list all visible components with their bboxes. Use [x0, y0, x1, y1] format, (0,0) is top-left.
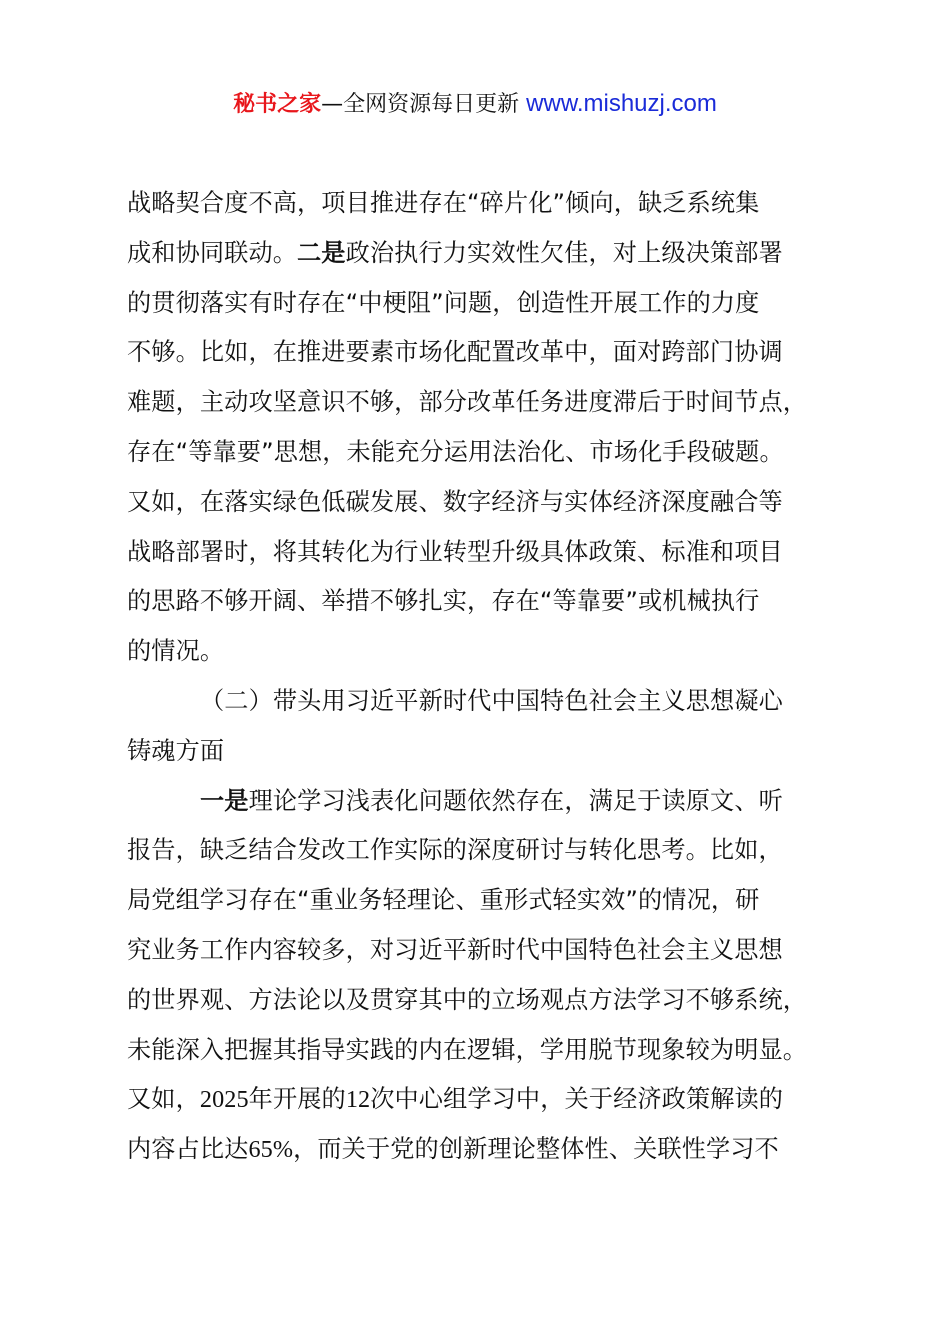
text-line: 战略契合度不高，项目推进存在“碎片化”倾向，缺乏系统集	[127, 189, 760, 217]
text-line: 究业务工作内容较多，对习近平新时代中国特色社会主义思想	[127, 935, 783, 964]
text-line: 又如，2025年开展的12次中心组学习中，关于经济政策解读的	[127, 1085, 784, 1114]
text-line: 的情况。	[127, 637, 225, 666]
site-url-link[interactable]: www.mishuzj.com	[526, 90, 717, 117]
text-line: 的贯彻落实有时存在“中梗阻”问题，创造性开展工作的力度	[127, 288, 760, 317]
text-line: 的思路不够开阔、举措不够扎实，存在“等靠要”或机械执行	[127, 587, 760, 616]
section-heading-cont: 铸魂方面	[127, 736, 225, 765]
brand-name: 秘书之家	[233, 92, 322, 117]
site-header	[0, 88, 950, 121]
document-body	[127, 179, 867, 1175]
bold-marker: 一是	[200, 786, 249, 815]
bold-marker: 二是	[297, 238, 346, 267]
text-line: 存在“等靠要”思想，未能充分运用法治化、市场化手段破题。	[127, 437, 784, 466]
text-line: 不够。比如，在推进要素市场化配置改革中，面对跨部门协调	[127, 338, 783, 367]
text-line: 的世界观、方法论以及贯穿其中的立场观点方法学习不够系统，	[127, 985, 808, 1014]
section-heading: （二）带头用习近平新时代中国特色社会主义思想凝心	[200, 686, 783, 715]
text-line: 内容占比达65%，而关于党的创新理论整体性、关联性学习不	[127, 1135, 779, 1164]
text-line: 难题，主动攻坚意识不够，部分改革任务进度滞后于时间节点，	[127, 388, 808, 417]
text-line: 局党组学习存在“重业务轻理论、重形式轻实效”的情况，研	[127, 886, 760, 915]
text-line: 又如，在落实绿色低碳发展、数字经济与实体经济深度融合等	[127, 487, 783, 516]
text-line: 报告，缺乏结合发改工作实际的深度研讨与转化思考。比如，	[127, 836, 783, 865]
text-line: 战略部署时，将其转化为行业转型升级具体政策、标准和项目	[127, 537, 783, 566]
text-line: 未能深入把握其指导实践的内在逻辑，学用脱节现象较为明显。	[127, 1035, 808, 1064]
header-slogan: —全网资源每日更新	[321, 92, 527, 117]
text-line: 成和协同联动。二是政治执行力实效性欠佳，对上级决策部署	[127, 238, 783, 267]
text-line: 一是理论学习浅表化问题依然存在，满足于读原文、听	[200, 786, 783, 815]
